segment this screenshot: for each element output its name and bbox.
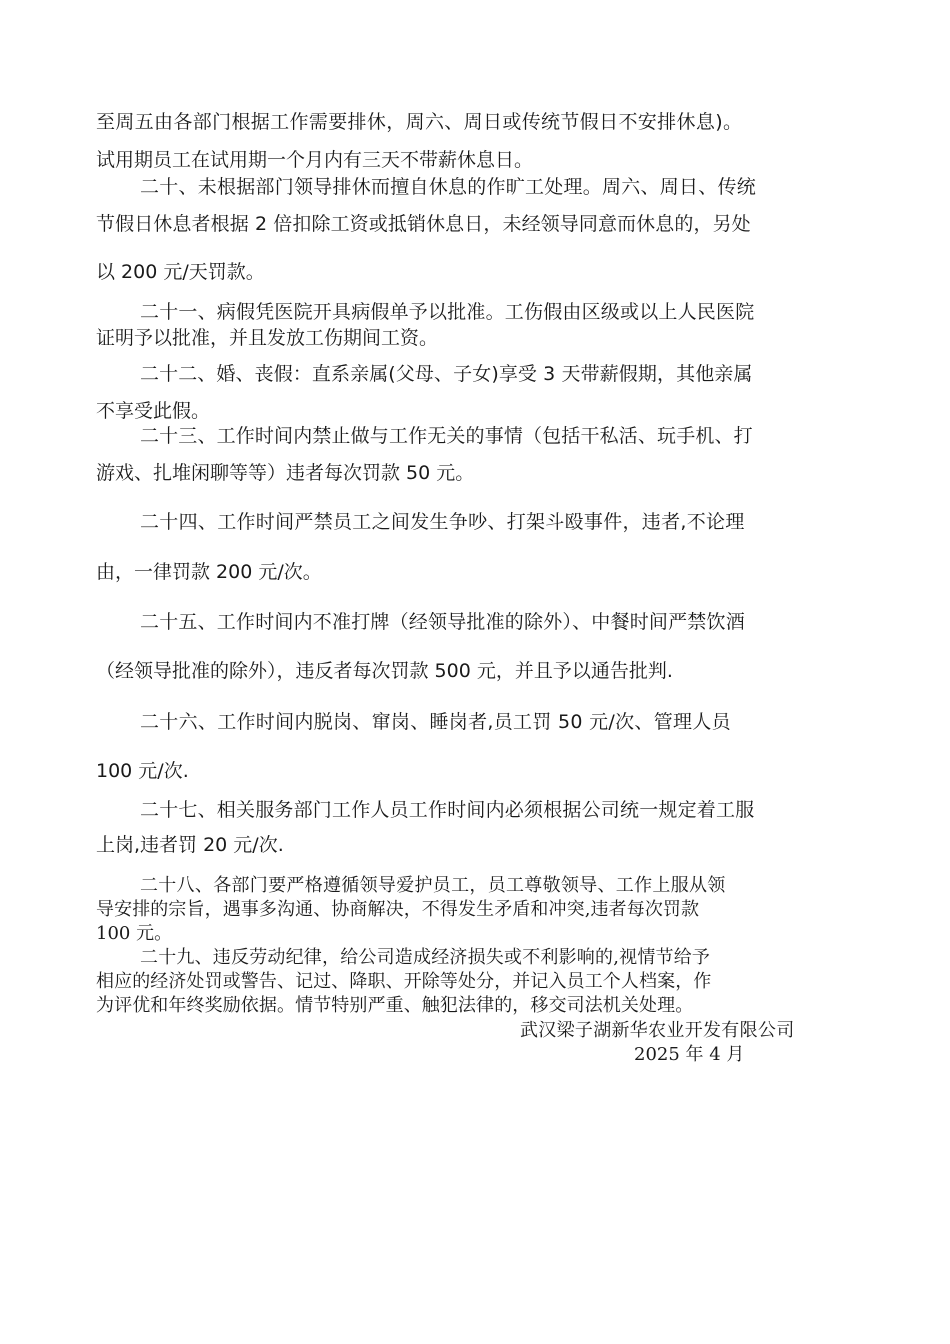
body-line: 证明予以批准，并且发放工伤期间工资。 [96,327,439,349]
body-line: 100 元。 [96,923,173,944]
body-line: 由，一律罚款 200 元/次。 [96,561,322,583]
body-line: 二十八、各部门要严格遵循领导爱护员工，员工尊敬领导、工作上服从领 [140,875,726,896]
body-line: 相应的经济处罚或警告、记过、降职、开除等处分，并记入员工个人档案，作 [96,971,712,992]
signature-date: 2025 年 4 月 [634,1044,745,1065]
body-line: 试用期员工在试用期一个月内有三天不带薪休息日。 [96,149,534,171]
body-line: 二十九、违反劳动纪律，给公司造成经济损失或不利影响的,视情节给予 [140,947,711,968]
body-line: 至周五由各部门根据工作需要排休，周六、周日或传统节假日不安排休息)。 [96,111,743,133]
body-line: 二十五、工作时间内不准打牌（经领导批准的除外）、中餐时间严禁饮酒 [140,611,745,633]
body-line: 上岗,违者罚 20 元/次. [96,834,284,856]
body-line: 二十四、工作时间严禁员工之间发生争吵、打架斗殴事件，违者,不论理 [140,511,745,533]
body-line: （经领导批准的除外），违反者每次罚款 500 元，并且予以通告批判. [96,660,673,682]
body-line: 100 元/次. [96,760,189,782]
body-line: 以 200 元/天罚款。 [96,261,265,283]
body-line: 节假日休息者根据 2 倍扣除工资或抵销休息日，未经领导同意而休息的，另处 [96,213,751,235]
body-line: 二十、未根据部门领导排休而擅自休息的作旷工处理。周六、周日、传统 [140,176,757,198]
body-line: 二十七、相关服务部门工作人员工作时间内必须根据公司统一规定着工服 [140,799,755,821]
body-line: 导安排的宗旨，遇事多沟通、协商解决，不得发生矛盾和冲突,违者每次罚款 [96,899,700,920]
body-line: 为评优和年终奖励依据。情节特别严重、触犯法律的，移交司法机关处理。 [96,995,694,1016]
body-line: 二十二、婚、丧假：直系亲属(父母、子女)享受 3 天带薪假期，其他亲属 [140,363,753,385]
body-line: 二十三、工作时间内禁止做与工作无关的事情（包括干私活、玩手机、打 [140,425,753,447]
body-line: 二十一、病假凭医院开具病假单予以批准。工伤假由区级或以上人民医院 [140,301,755,323]
body-line: 不享受此假。 [96,400,211,422]
company-name: 武汉梁子湖新华农业开发有限公司 [520,1020,795,1041]
body-line: 二十六、工作时间内脱岗、窜岗、睡岗者,员工罚 50 元/次、管理人员 [140,711,731,733]
body-line: 游戏、扎堆闲聊等等）违者每次罚款 50 元。 [96,462,475,484]
